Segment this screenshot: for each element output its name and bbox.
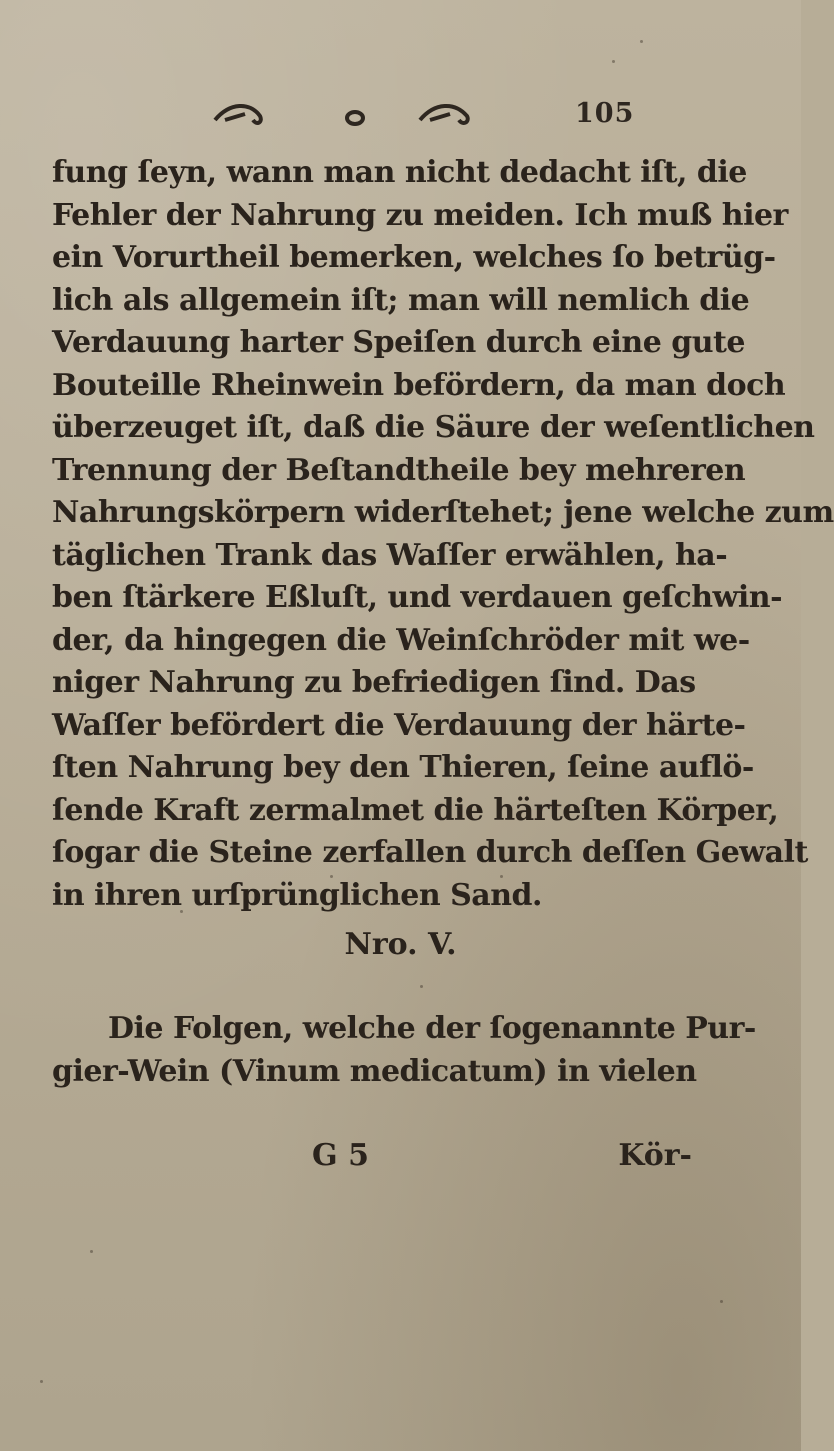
text-line: lich als allgemein iſt; man will nemlich die <box>52 282 750 318</box>
text-line: Trennung der Beſtandtheile bey mehreren <box>52 452 746 488</box>
text-line: Waſſer befördert die Verdauung der härte- <box>52 707 746 743</box>
text-line: ſende Kraft zermalmet die härteſten Körper, <box>52 792 779 828</box>
text-line: niger Nahrung zu befriedigen ſind. Das <box>52 665 696 700</box>
page-footer <box>52 1138 692 1180</box>
text-line: ſten Nahrung bey den Thieren, ſeine auflö- <box>52 750 754 785</box>
text-line: ſogar die Steine zerfallen durch deſſen Gewalt <box>52 835 808 870</box>
text-line: Fehler der Nahrung zu meiden. Ich muß hier <box>52 197 788 233</box>
text-line: fung ſeyn, wann man nicht dedacht iſt, die <box>52 155 747 190</box>
text-line: ben ſtärkere Eßluſt, und verdauen geſchwin- <box>52 580 783 615</box>
text-line: ein Vorurtheil bemerken, welches ſo betrüg- <box>52 240 776 275</box>
text-line: gier-Wein (Vinum medicatum) in vielen <box>52 1053 697 1089</box>
text-line: Nahrungskörpern widerſtehet; jene welche zum <box>52 495 834 530</box>
signature-mark: G 5 <box>312 1138 369 1173</box>
ornament-right <box>420 106 468 123</box>
ornament-center <box>347 112 363 124</box>
ornament-left <box>215 106 261 123</box>
section-heading: Nro. V. <box>344 927 457 962</box>
text-line: der, da hingegen die Weinſchröder mit we- <box>52 622 750 658</box>
text-line: täglichen Trank das Waſſer erwählen, ha- <box>52 537 728 573</box>
second-paragraph <box>52 1008 756 1093</box>
text-line: Die Folgen, welche der ſogenannte Pur- <box>108 1011 756 1046</box>
text-line: überzeuget iſt, daß die Säure der weſentlichen <box>52 410 815 445</box>
main-paragraph <box>52 152 834 917</box>
text-line: Verdauung harter Speiſen durch eine gute <box>52 325 745 360</box>
header-ornament <box>205 92 565 132</box>
text-line: in ihren urſprünglichen Sand. <box>52 877 542 913</box>
text-line: Bouteille Rheinwein befördern, da man doch <box>52 367 786 403</box>
catchword: Kör- <box>618 1138 692 1173</box>
page-number: 105 <box>575 98 635 129</box>
